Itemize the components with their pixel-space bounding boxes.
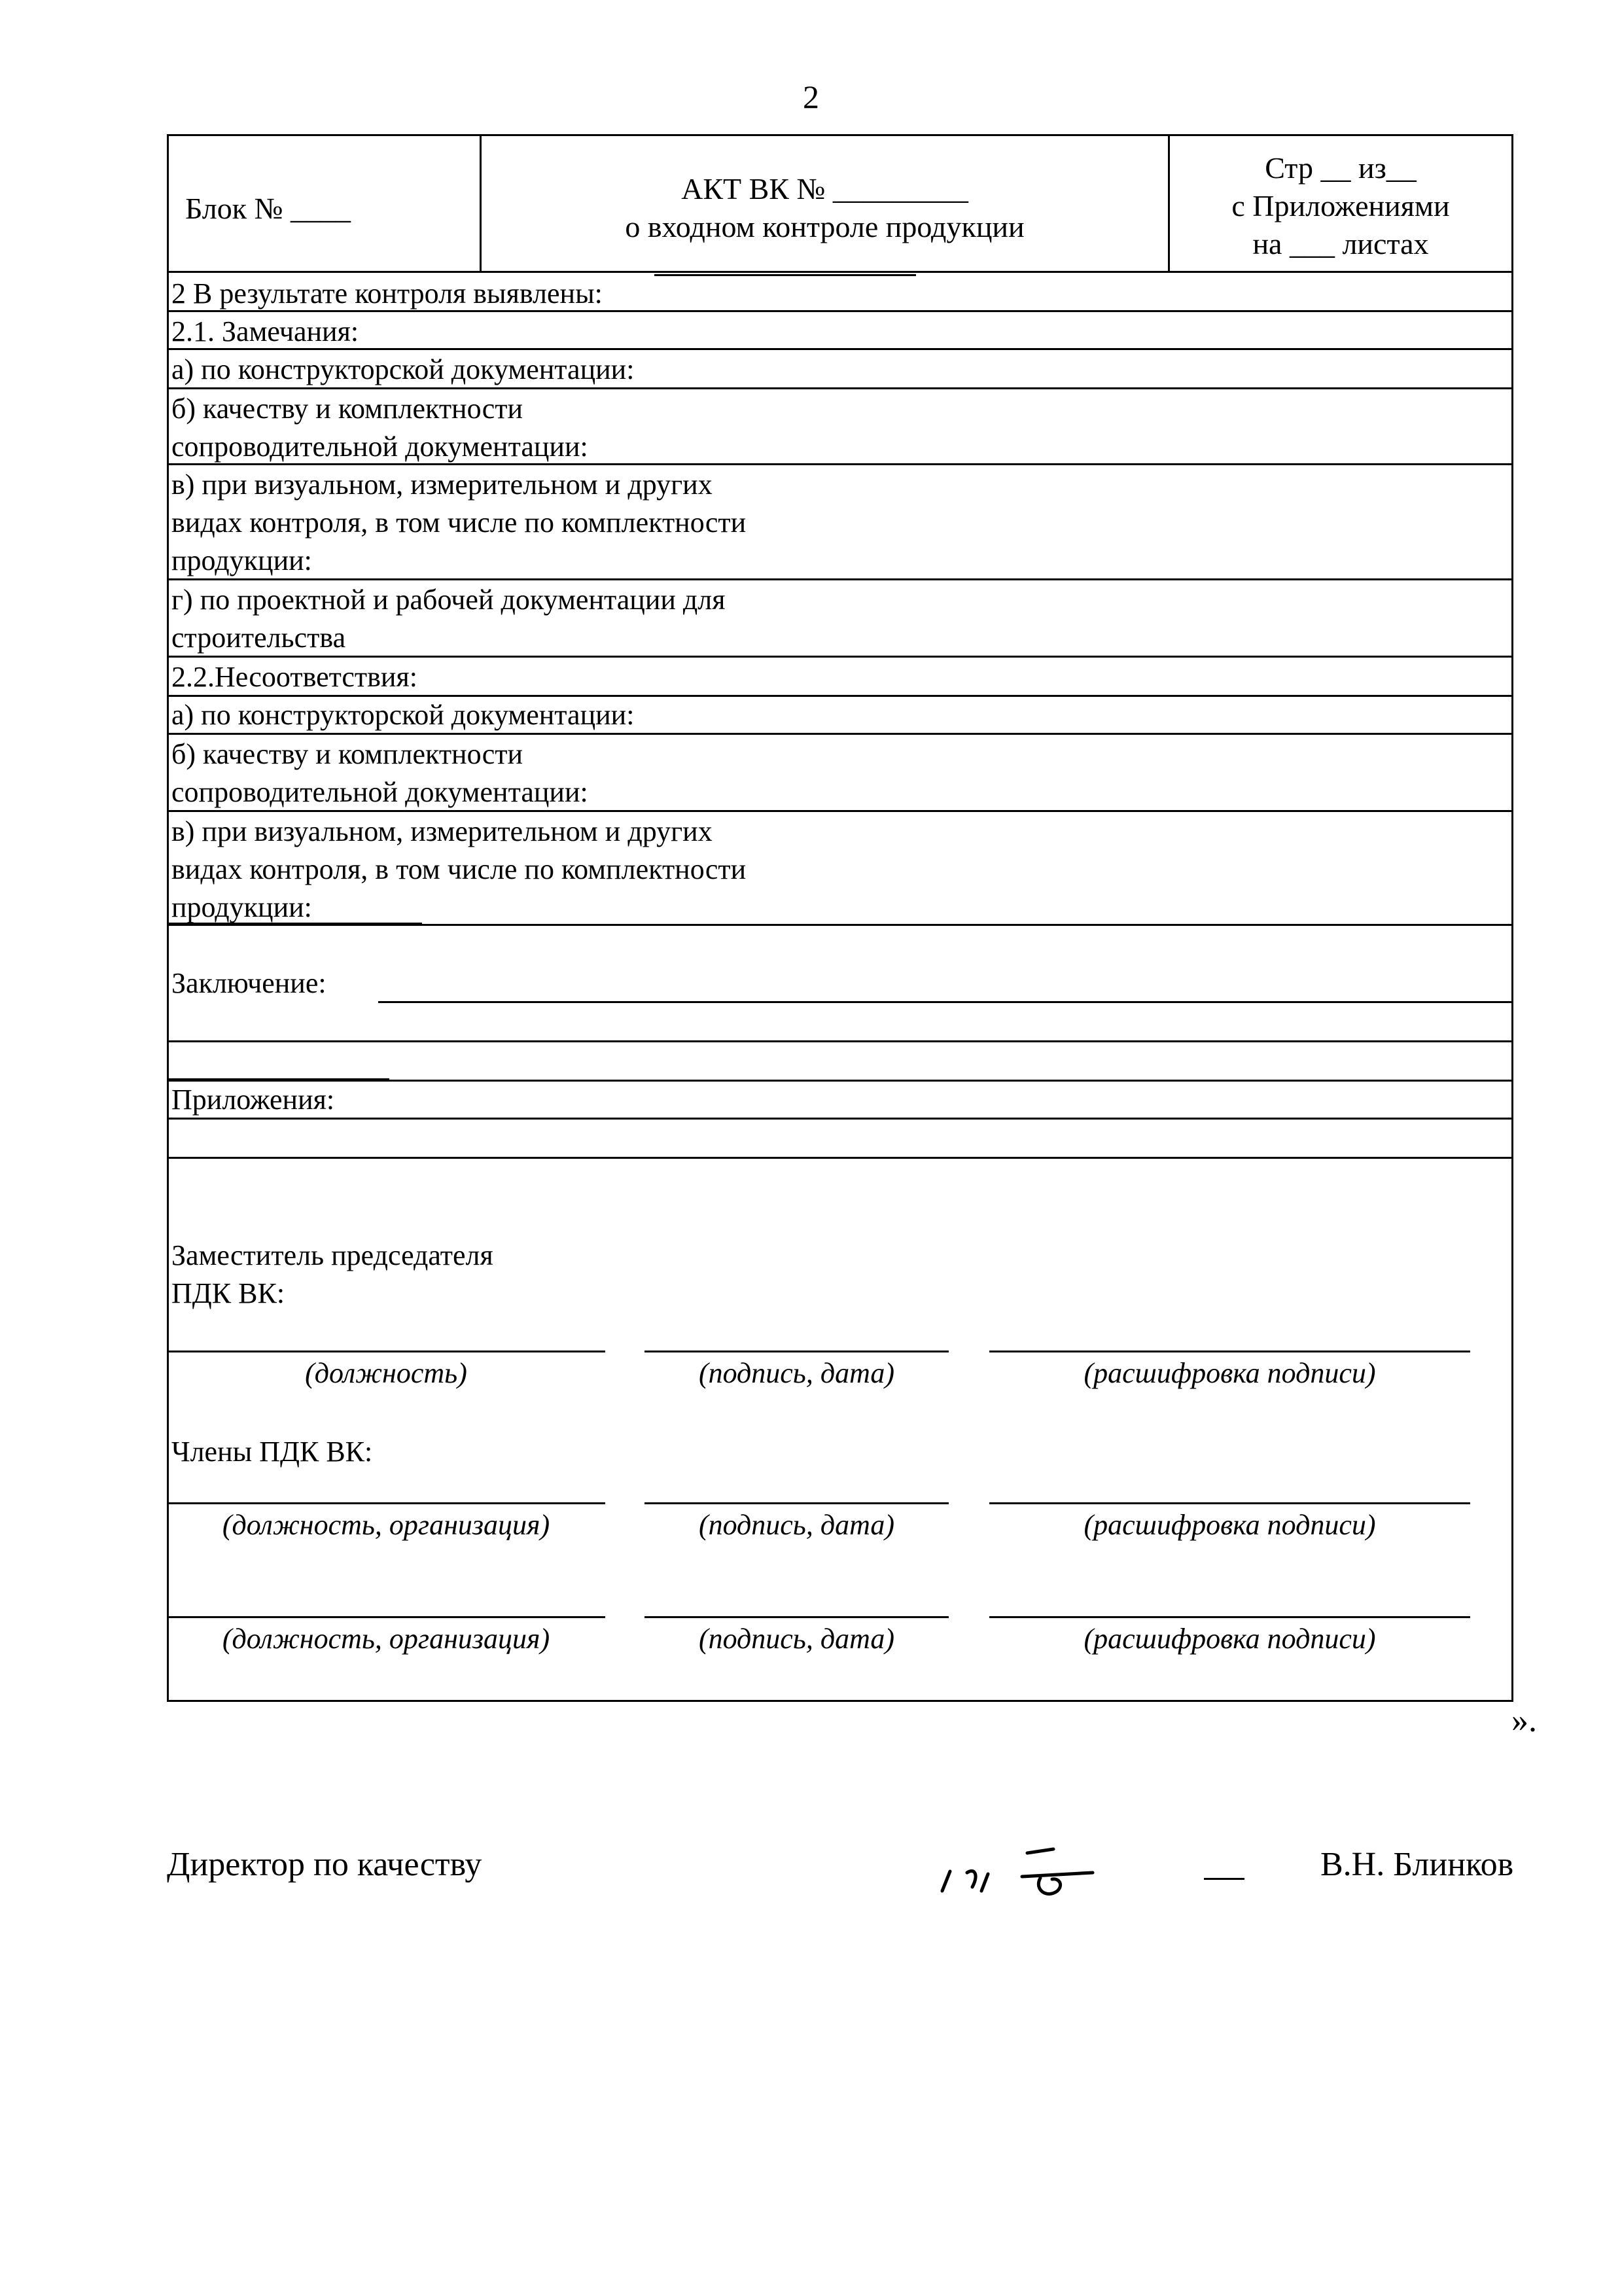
conclusion-line	[378, 1001, 1513, 1003]
pages-line-2: с Приложениями	[1231, 189, 1450, 222]
remark-b-line2: сопроводительной документации:	[171, 431, 588, 463]
caption-decode: (расшифровка подписи)	[1084, 1357, 1376, 1389]
nonconformity-b-line1: б) качеству и комплектности	[171, 738, 523, 770]
block-number: Блок № ____	[185, 192, 351, 225]
pages-line-1: Стр __ из__	[1265, 151, 1417, 185]
deputy-chairman-line2: ПДК ВК:	[171, 1277, 285, 1309]
row-divider	[167, 1157, 1513, 1159]
caption-sign-date: (подпись, дата)	[698, 1357, 895, 1389]
caption-decode: (расшифровка подписи)	[1084, 1623, 1376, 1655]
signature-line	[167, 1502, 605, 1504]
handwritten-signature	[936, 1839, 1106, 1911]
remark-v-line1: в) при визуальном, измерительном и других	[171, 468, 713, 501]
nonconformities-heading: 2.2.Несоответствия:	[171, 661, 417, 693]
signature-line	[167, 1351, 605, 1352]
caption-position: (должность)	[305, 1357, 467, 1389]
caption-sign-date: (подпись, дата)	[698, 1509, 895, 1541]
row-divider	[167, 1040, 1513, 1042]
nonconformity-v-line1: в) при визуальном, измерительном и других	[171, 815, 713, 847]
pages-line-3: на ___ листах	[1252, 227, 1429, 260]
signature-dash	[1204, 1878, 1244, 1880]
remark-b-line1: б) качеству и комплектности	[171, 393, 523, 425]
act-title: АКТ ВК № _________	[681, 172, 968, 205]
remarks-heading: 2.1. Замечания:	[171, 315, 359, 347]
fill-line	[167, 1078, 389, 1080]
signature-line	[167, 1616, 605, 1618]
nonconformity-v-line3: продукции:	[171, 891, 312, 923]
conclusion-label: Заключение:	[171, 967, 326, 999]
remark-g-line1: г) по проектной и рабочей документации для	[171, 584, 726, 616]
signature-line	[644, 1502, 949, 1504]
attachments-line	[378, 1118, 1513, 1120]
caption-sign-date: (подпись, дата)	[698, 1623, 895, 1655]
page-number: 2	[803, 79, 819, 115]
caption-position-org: (должность, организация)	[222, 1623, 550, 1655]
director-name: В.Н. Блинков	[1320, 1846, 1514, 1883]
act-header	[167, 134, 1513, 273]
remark-v-line3: продукции:	[171, 544, 312, 576]
remark-a: а) по конструкторской документации:	[171, 353, 635, 385]
caption-position-org: (должность, организация)	[222, 1509, 550, 1541]
caption-decode: (расшифровка подписи)	[1084, 1509, 1376, 1541]
remark-g-line2: строительства	[171, 622, 346, 654]
closing-quote: ».	[1511, 1702, 1537, 1739]
remark-v-line2: видах контроля, в том числе по комплектности	[171, 506, 747, 539]
nonconformity-a: а) по конструкторской документации:	[171, 699, 635, 731]
fill-line	[1315, 310, 1513, 312]
members-label: Члены ПДК ВК:	[171, 1436, 373, 1468]
results-heading: 2 В результате контроля выявлены:	[171, 277, 603, 309]
signature-line	[989, 1616, 1470, 1618]
deputy-chairman-line1: Заместитель председателя	[171, 1239, 493, 1271]
fill-line	[877, 578, 1420, 580]
act-subtitle: о входном контроле продукции	[625, 210, 1025, 243]
signature-line	[644, 1351, 949, 1352]
attachments-label: Приложения:	[171, 1084, 335, 1116]
signature-line	[989, 1502, 1470, 1504]
row-divider	[167, 656, 1513, 658]
nonconformity-v-line2: видах контроля, в том числе по комплектности	[171, 853, 747, 885]
nonconformity-b-line2: сопроводительной документации:	[171, 776, 588, 808]
fill-line	[654, 274, 916, 276]
signature-line	[989, 1351, 1470, 1352]
row-divider	[167, 348, 1513, 350]
director-title: Директор по качеству	[167, 1846, 482, 1883]
signature-line	[644, 1616, 949, 1618]
